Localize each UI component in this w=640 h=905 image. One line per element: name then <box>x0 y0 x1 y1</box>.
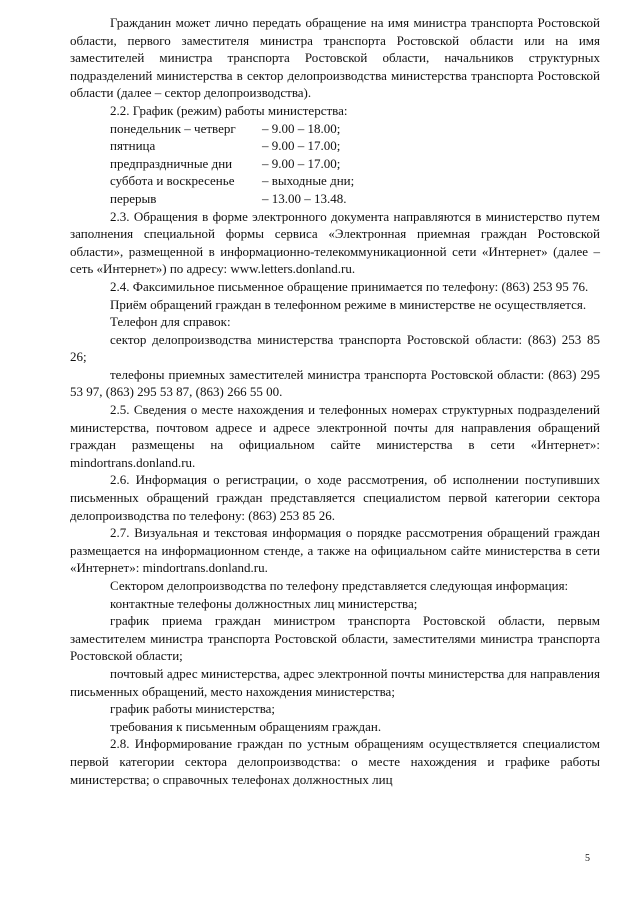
info-item: почтовый адрес министерства, адрес электронной почты министерства для направления письменных обращений, место нахождения министерства; <box>70 665 600 699</box>
paragraph-2-6: 2.6. Информация о регистрации, о ходе рассмотрения, об исполнении поступивших письменных обращений граждан представляется специалистом первой категории сектора делопроизводства по телефону: (863) 253 85 26. <box>70 472 600 523</box>
paragraph-phone-deputies: телефоны приемных заместителей министра транспорта Ростовской области: (863) 295 53 97, (863) 295 53 87, (863) 266 55 00. <box>70 366 600 400</box>
paragraph-phones-title: Телефон для справок: <box>110 314 231 330</box>
schedule-day: пятница <box>110 138 156 154</box>
paragraph-info-by-phone: Сектором делопроизводства по телефону представляется следующая информация: <box>110 578 569 593</box>
schedule-time: – 9.00 – 17.00; <box>262 138 341 154</box>
schedule-day: понедельник – четверг <box>110 120 236 136</box>
schedule-day: суббота и воскресенье <box>110 173 235 189</box>
info-item: график приема граждан министром транспорта Ростовской области, первым заместителем министра транспорта Ростовской области, заместителями министра транспорта Ростовской области; <box>70 613 600 664</box>
page-number: 5 <box>585 853 590 864</box>
schedule-time: – 13.00 – 13.48. <box>262 190 347 206</box>
paragraph-2-8: 2.8. Информирование граждан по устным обращениям осуществляется специалистом первой категории сектора делопроизводства: о месте нахождения и графике работы министерства; о справочных телефонах должностных лиц <box>70 736 600 787</box>
schedule-time: – 9.00 – 18.00; <box>262 120 341 136</box>
paragraph-phone-reception: Приём обращений граждан в телефонном режиме в министерстве не осуществляется. <box>110 296 587 312</box>
schedule-row <box>110 190 354 208</box>
info-item: требования к письменным обращениям граждан. <box>110 718 382 734</box>
paragraph-2-4: 2.4. Факсимильное письменное обращение принимается по телефону: (863) 253 95 76. <box>110 278 589 294</box>
info-item: график работы министерства; <box>110 701 276 717</box>
paragraph-2-7: 2.7. Визуальная и текстовая информация о порядке рассмотрения обращений граждан размещается на информационном стенде, а также на официальном сайте министерства в сети «Интернет»: mindortrans.donland.ru. <box>70 525 600 576</box>
schedule-day: предпраздничные дни <box>110 155 233 171</box>
schedule-time: – выходные дни; <box>262 173 355 189</box>
document-body <box>70 14 600 788</box>
info-item: контактные телефоны должностных лиц министерства; <box>110 595 418 611</box>
schedule-row <box>110 137 354 155</box>
paragraph-personal-submission: Гражданин может лично передать обращение на имя министра транспорта Ростовской области, первого заместителя министра транспорта Ростовской области или на имя заместителей министра транспорта Ростовской области, начальников структурных подразделений министерства в сектор делопроизводства министерства транспорта Ростовской области (далее – сектор делопроизводства). <box>70 15 600 101</box>
work-schedule-table <box>110 120 354 208</box>
schedule-day: перерыв <box>110 190 157 206</box>
paragraph-2-5: 2.5. Сведения о месте нахождения и телефонных номерах структурных подразделений министерства, почтовом адресе и адресе электронной почты для направления обращений граждан размещены на официальном сайте министерства в сети «Интернет»: mindortrans.donland.ru. <box>70 402 600 470</box>
schedule-time: – 9.00 – 17.00; <box>262 155 341 171</box>
schedule-row <box>110 120 354 138</box>
paragraph-schedule-heading: 2.2. График (режим) работы министерства: <box>110 102 348 118</box>
schedule-row <box>110 172 354 190</box>
schedule-row <box>110 155 354 173</box>
paragraph-phone-records-sector: сектор делопроизводства министерства транспорта Ростовской области: (863) 253 85 26; <box>70 331 600 365</box>
paragraph-2-3: 2.3. Обращения в форме электронного документа направляются в министерство путем заполнения специальной формы сервиса «Электронная приемная граждан Ростовской области», размещенной в информационно-телекоммуникационной сети «Интернет» (далее – сеть «Интернет») по адресу: www.letters.donland.ru. <box>70 208 600 277</box>
